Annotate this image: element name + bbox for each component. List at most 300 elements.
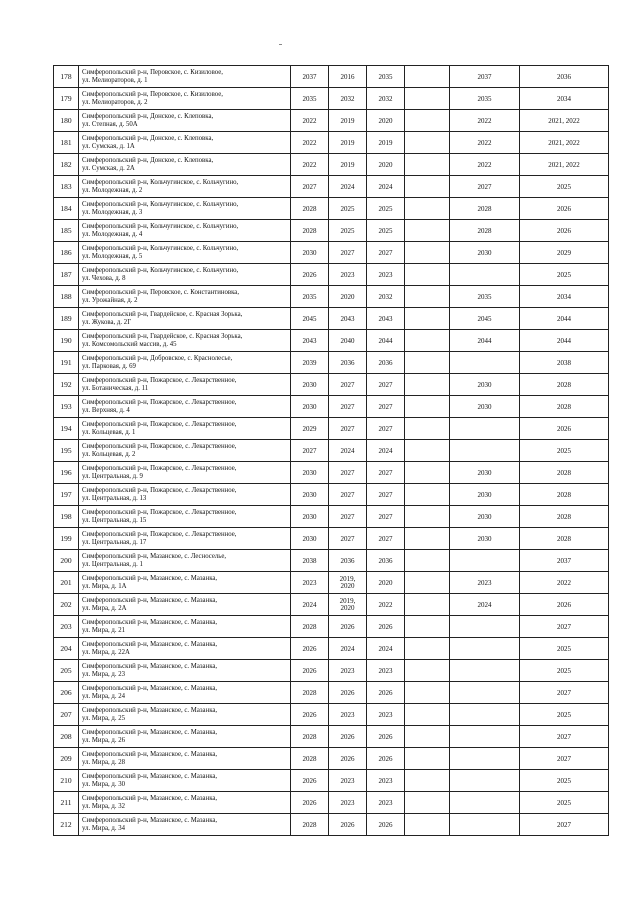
year-cell-c6: 2028	[520, 506, 609, 528]
table-row	[54, 748, 609, 770]
row-number: 194	[54, 418, 79, 440]
row-number: 208	[54, 726, 79, 748]
table-row	[54, 682, 609, 704]
year-cell-c1: 2035	[291, 286, 329, 308]
table-row	[54, 484, 609, 506]
year-cell-c5: 2023	[450, 572, 520, 594]
year-cell-c6: 2021, 2022	[520, 110, 609, 132]
year-cell-c1: 2028	[291, 814, 329, 836]
address-cell	[79, 242, 291, 264]
year-cell-c6: 2037	[520, 550, 609, 572]
year-cell-c1: 2022	[291, 154, 329, 176]
year-cell-c4	[405, 814, 450, 836]
year-cell-c1: 2023	[291, 572, 329, 594]
address-cell	[79, 66, 291, 88]
address-line-2: ул. Мира, д. 26	[82, 736, 126, 744]
year-cell-c1: 2026	[291, 638, 329, 660]
year-cell-c4	[405, 132, 450, 154]
year-cell-c6: 2027	[520, 748, 609, 770]
year-cell-c1: 2030	[291, 484, 329, 506]
year-cell-c1: 2026	[291, 704, 329, 726]
year-cell-c6: 2028	[520, 484, 609, 506]
year-cell-c1: 2026	[291, 770, 329, 792]
address-line-2: ул. Центральная, д. 9	[82, 472, 143, 480]
year-cell-c5: 2022	[450, 132, 520, 154]
address-line-1: Симферопольский р-н, Добровское, с. Краснолесье,	[82, 354, 233, 362]
year-cell-c2: 2027	[329, 484, 367, 506]
year-cell-c5: 2022	[450, 110, 520, 132]
year-cell-c1: 2027	[291, 176, 329, 198]
year-cell-c1: 2037	[291, 66, 329, 88]
address-cell	[79, 330, 291, 352]
year-cell-c4	[405, 286, 450, 308]
year-cell-c6: 2025	[520, 638, 609, 660]
address-line-1: Симферопольский р-н, Кольчугинское, с. Кольчугино,	[82, 178, 239, 186]
address-line-2: ул. Мира, д. 24	[82, 692, 126, 700]
year-cell-c3: 2023	[367, 770, 405, 792]
row-number: 209	[54, 748, 79, 770]
table-row	[54, 132, 609, 154]
year-cell-c3: 2027	[367, 462, 405, 484]
year-cell-c2: 2019, 2020	[329, 594, 367, 616]
table-row	[54, 660, 609, 682]
year-cell-c5: 2044	[450, 330, 520, 352]
year-cell-c1: 2026	[291, 264, 329, 286]
year-cell-c1: 2039	[291, 352, 329, 374]
year-cell-c4	[405, 66, 450, 88]
year-cell-c2: 2023	[329, 770, 367, 792]
year-cell-c6: 2025	[520, 660, 609, 682]
year-cell-c5: 2037	[450, 66, 520, 88]
address-line-2: ул. Мелиораторов, д. 2	[82, 98, 148, 106]
row-number: 199	[54, 528, 79, 550]
address-line-2: ул. Кольцевая, д. 1	[82, 428, 136, 436]
year-cell-c4	[405, 308, 450, 330]
address-line-2: ул. Комсомольский массив, д. 45	[82, 340, 177, 348]
year-cell-c1: 2027	[291, 440, 329, 462]
year-cell-c3: 2022	[367, 594, 405, 616]
year-cell-c6: 2026	[520, 220, 609, 242]
row-number: 181	[54, 132, 79, 154]
year-cell-c2: 2027	[329, 396, 367, 418]
address-line-2: ул. Урожайная, д. 2	[82, 296, 138, 304]
row-number: 180	[54, 110, 79, 132]
table-row	[54, 594, 609, 616]
year-cell-c6: 2038	[520, 352, 609, 374]
address-line-2: ул. Чехова, д. 8	[82, 274, 126, 282]
year-cell-c4	[405, 528, 450, 550]
year-cell-c2: 2025	[329, 198, 367, 220]
year-cell-c3: 2027	[367, 418, 405, 440]
year-cell-c2: 2026	[329, 682, 367, 704]
year-cell-c4	[405, 792, 450, 814]
year-cell-c3: 2027	[367, 242, 405, 264]
year-cell-c4	[405, 176, 450, 198]
year-cell-c1: 2024	[291, 594, 329, 616]
year-cell-c6: 2028	[520, 396, 609, 418]
table-row	[54, 110, 609, 132]
address-line-1: Симферопольский р-н, Мазанское, с. Мазанка,	[82, 684, 218, 692]
year-cell-c3: 2025	[367, 220, 405, 242]
year-cell-c1: 2030	[291, 506, 329, 528]
table-row	[54, 418, 609, 440]
year-cell-c3: 2020	[367, 572, 405, 594]
row-number: 191	[54, 352, 79, 374]
address-line-1: Симферопольский р-н, Гвардейское, с. Красная Зорька,	[82, 310, 243, 318]
address-line-1: Симферопольский р-н, Кольчугинское, с. Кольчугино,	[82, 222, 239, 230]
row-number: 189	[54, 308, 79, 330]
address-line-1: Симферопольский р-н, Донское, с. Клеповка,	[82, 134, 214, 142]
year-cell-c3: 2023	[367, 792, 405, 814]
year-cell-c2: 2026	[329, 748, 367, 770]
table-row	[54, 550, 609, 572]
address-cell	[79, 264, 291, 286]
address-cell	[79, 308, 291, 330]
table-row	[54, 726, 609, 748]
table-row	[54, 638, 609, 660]
year-cell-c5: 2024	[450, 594, 520, 616]
address-cell	[79, 286, 291, 308]
address-cell	[79, 220, 291, 242]
address-cell	[79, 792, 291, 814]
year-cell-c2: 2023	[329, 792, 367, 814]
address-line-2: ул. Мира, д. 21	[82, 626, 126, 634]
year-cell-c2: 2024	[329, 638, 367, 660]
row-number: 198	[54, 506, 79, 528]
address-line-2: ул. Центральная, д. 13	[82, 494, 147, 502]
year-cell-c6: 2025	[520, 176, 609, 198]
year-cell-c4	[405, 220, 450, 242]
table-row	[54, 352, 609, 374]
year-cell-c6: 2025	[520, 770, 609, 792]
address-cell	[79, 704, 291, 726]
row-number: 186	[54, 242, 79, 264]
year-cell-c2: 2027	[329, 462, 367, 484]
year-cell-c5	[450, 814, 520, 836]
year-cell-c5: 2030	[450, 528, 520, 550]
address-line-1: Симферопольский р-н, Мазанское, с. Мазанка,	[82, 706, 218, 714]
row-number: 179	[54, 88, 79, 110]
page-mark	[279, 44, 282, 45]
table-row	[54, 88, 609, 110]
year-cell-c3: 2020	[367, 154, 405, 176]
year-cell-c2: 2023	[329, 264, 367, 286]
year-cell-c4	[405, 374, 450, 396]
table-row	[54, 374, 609, 396]
year-cell-c6: 2027	[520, 682, 609, 704]
year-cell-c2: 2025	[329, 220, 367, 242]
year-cell-c3: 2026	[367, 748, 405, 770]
address-line-1: Симферопольский р-н, Перовское, с. Кизиловое,	[82, 90, 223, 98]
year-cell-c4	[405, 682, 450, 704]
year-cell-c6: 2021, 2022	[520, 154, 609, 176]
address-line-1: Симферопольский р-н, Мазанское, с. Мазанка,	[82, 794, 218, 802]
year-cell-c2: 2027	[329, 506, 367, 528]
address-line-1: Симферопольский р-н, Кольчугинское, с. Кольчугино,	[82, 244, 239, 252]
year-cell-c5: 2035	[450, 88, 520, 110]
year-cell-c4	[405, 726, 450, 748]
year-cell-c6: 2026	[520, 594, 609, 616]
year-cell-c1: 2030	[291, 396, 329, 418]
address-cell	[79, 748, 291, 770]
address-cell	[79, 154, 291, 176]
year-cell-c5	[450, 660, 520, 682]
year-cell-c2: 2019	[329, 132, 367, 154]
row-number: 193	[54, 396, 79, 418]
address-line-2: ул. Молодежная, д. 4	[82, 230, 143, 238]
year-cell-c1: 2045	[291, 308, 329, 330]
address-line-2: ул. Молодежная, д. 3	[82, 208, 143, 216]
row-number: 212	[54, 814, 79, 836]
year-cell-c3: 2044	[367, 330, 405, 352]
address-line-2: ул. Мира, д. 1А	[82, 582, 127, 590]
year-cell-c2: 2019, 2020	[329, 572, 367, 594]
address-cell	[79, 616, 291, 638]
address-cell	[79, 594, 291, 616]
housing-repair-schedule-table	[53, 65, 609, 836]
year-cell-c4	[405, 550, 450, 572]
address-line-1: Симферопольский р-н, Мазанское, с. Лесноселье,	[82, 552, 227, 560]
row-number: 182	[54, 154, 79, 176]
year-cell-c5: 2045	[450, 308, 520, 330]
address-line-1: Симферопольский р-н, Пожарское, с. Лекарственное,	[82, 464, 237, 472]
row-number: 195	[54, 440, 79, 462]
year-cell-c5	[450, 792, 520, 814]
address-cell	[79, 550, 291, 572]
year-cell-c1: 2028	[291, 616, 329, 638]
year-cell-c2: 2027	[329, 418, 367, 440]
table-row	[54, 462, 609, 484]
row-number: 190	[54, 330, 79, 352]
table-row	[54, 198, 609, 220]
year-cell-c4	[405, 748, 450, 770]
table-row	[54, 176, 609, 198]
year-cell-c2: 2027	[329, 374, 367, 396]
year-cell-c5: 2030	[450, 484, 520, 506]
year-cell-c2: 2019	[329, 110, 367, 132]
table-row	[54, 264, 609, 286]
address-line-2: ул. Ботаническая, д. 11	[82, 384, 149, 392]
year-cell-c6: 2026	[520, 418, 609, 440]
row-number: 197	[54, 484, 79, 506]
address-line-1: Симферопольский р-н, Гвардейское, с. Красная Зорька,	[82, 332, 243, 340]
address-line-2: ул. Мира, д. 25	[82, 714, 126, 722]
address-line-2: ул. Верхняя, д. 4	[82, 406, 130, 414]
row-number: 202	[54, 594, 79, 616]
year-cell-c5: 2030	[450, 462, 520, 484]
year-cell-c5: 2030	[450, 396, 520, 418]
address-line-2: ул. Жукова, д. 2Г	[82, 318, 132, 326]
year-cell-c6: 2022	[520, 572, 609, 594]
table-row	[54, 792, 609, 814]
address-line-2: ул. Центральная, д. 1	[82, 560, 143, 568]
address-line-2: ул. Парковая, д. 69	[82, 362, 136, 370]
year-cell-c5: 2030	[450, 506, 520, 528]
year-cell-c3: 2032	[367, 286, 405, 308]
year-cell-c4	[405, 572, 450, 594]
year-cell-c3: 2023	[367, 704, 405, 726]
year-cell-c5	[450, 616, 520, 638]
address-cell	[79, 462, 291, 484]
row-number: 210	[54, 770, 79, 792]
year-cell-c3: 2020	[367, 110, 405, 132]
year-cell-c5	[450, 770, 520, 792]
year-cell-c3: 2025	[367, 198, 405, 220]
address-line-1: Симферопольский р-н, Мазанское, с. Мазанка,	[82, 772, 218, 780]
address-cell	[79, 396, 291, 418]
table-row	[54, 528, 609, 550]
address-line-2: ул. Мелиораторов, д. 1	[82, 76, 148, 84]
year-cell-c6: 2034	[520, 286, 609, 308]
year-cell-c3: 2026	[367, 726, 405, 748]
year-cell-c4	[405, 440, 450, 462]
year-cell-c3: 2027	[367, 374, 405, 396]
address-line-2: ул. Мира, д. 28	[82, 758, 126, 766]
address-cell	[79, 440, 291, 462]
address-line-1: Симферопольский р-н, Мазанское, с. Мазанка,	[82, 728, 218, 736]
year-cell-c4	[405, 484, 450, 506]
address-line-2: ул. Мира, д. 30	[82, 780, 126, 788]
year-cell-c4	[405, 264, 450, 286]
year-cell-c2: 2023	[329, 660, 367, 682]
year-cell-c5: 2028	[450, 198, 520, 220]
address-line-1: Симферопольский р-н, Пожарское, с. Лекарственное,	[82, 420, 237, 428]
year-cell-c2: 2036	[329, 550, 367, 572]
address-line-2: ул. Центральная, д. 17	[82, 538, 147, 546]
address-line-1: Симферопольский р-н, Перовское, с. Кизиловое,	[82, 68, 223, 76]
year-cell-c2: 2040	[329, 330, 367, 352]
year-cell-c5: 2027	[450, 176, 520, 198]
year-cell-c3: 2027	[367, 506, 405, 528]
table-row	[54, 506, 609, 528]
year-cell-c4	[405, 616, 450, 638]
row-number: 206	[54, 682, 79, 704]
address-cell	[79, 132, 291, 154]
table-row	[54, 154, 609, 176]
table-row	[54, 66, 609, 88]
year-cell-c1: 2030	[291, 528, 329, 550]
year-cell-c2: 2020	[329, 286, 367, 308]
address-line-1: Симферопольский р-н, Пожарское, с. Лекарственное,	[82, 486, 237, 494]
year-cell-c1: 2043	[291, 330, 329, 352]
year-cell-c2: 2027	[329, 242, 367, 264]
year-cell-c3: 2026	[367, 814, 405, 836]
table-row	[54, 220, 609, 242]
table-row	[54, 286, 609, 308]
address-line-2: ул. Мира, д. 32	[82, 802, 126, 810]
year-cell-c3: 2023	[367, 264, 405, 286]
year-cell-c5	[450, 264, 520, 286]
address-line-2: ул. Мира, д. 34	[82, 824, 126, 832]
address-line-2: ул. Центральная, д. 15	[82, 516, 147, 524]
year-cell-c2: 2024	[329, 176, 367, 198]
year-cell-c6: 2044	[520, 330, 609, 352]
year-cell-c4	[405, 506, 450, 528]
year-cell-c6: 2027	[520, 616, 609, 638]
year-cell-c1: 2028	[291, 748, 329, 770]
year-cell-c2: 2026	[329, 616, 367, 638]
year-cell-c6: 2044	[520, 308, 609, 330]
year-cell-c6: 2027	[520, 726, 609, 748]
address-cell	[79, 528, 291, 550]
row-number: 196	[54, 462, 79, 484]
address-line-1: Симферопольский р-н, Мазанское, с. Мазанка,	[82, 574, 218, 582]
year-cell-c4	[405, 110, 450, 132]
year-cell-c4	[405, 396, 450, 418]
year-cell-c2: 2036	[329, 352, 367, 374]
address-line-2: ул. Мира, д. 23	[82, 670, 126, 678]
year-cell-c4	[405, 352, 450, 374]
address-line-2: ул. Кольцевая, д. 2	[82, 450, 136, 458]
year-cell-c1: 2022	[291, 110, 329, 132]
year-cell-c1: 2028	[291, 726, 329, 748]
table-row	[54, 814, 609, 836]
address-line-1: Симферопольский р-н, Пожарское, с. Лекарственное,	[82, 508, 237, 516]
table-body	[54, 66, 609, 836]
row-number: 192	[54, 374, 79, 396]
year-cell-c3: 2027	[367, 484, 405, 506]
year-cell-c6: 2025	[520, 440, 609, 462]
year-cell-c1: 2026	[291, 792, 329, 814]
year-cell-c6: 2027	[520, 814, 609, 836]
year-cell-c5	[450, 704, 520, 726]
row-number: 200	[54, 550, 79, 572]
year-cell-c6: 2029	[520, 242, 609, 264]
address-line-1: Симферопольский р-н, Донское, с. Клеповка,	[82, 156, 214, 164]
year-cell-c4	[405, 660, 450, 682]
year-cell-c2: 2026	[329, 814, 367, 836]
year-cell-c3: 2019	[367, 132, 405, 154]
address-cell	[79, 506, 291, 528]
year-cell-c6: 2034	[520, 88, 609, 110]
year-cell-c4	[405, 242, 450, 264]
address-line-2: ул. Степная, д. 50А	[82, 120, 138, 128]
year-cell-c5: 2035	[450, 286, 520, 308]
table-row	[54, 572, 609, 594]
table-row	[54, 396, 609, 418]
year-cell-c2: 2019	[329, 154, 367, 176]
address-cell	[79, 638, 291, 660]
year-cell-c4	[405, 418, 450, 440]
address-cell	[79, 110, 291, 132]
year-cell-c5: 2028	[450, 220, 520, 242]
row-number: 203	[54, 616, 79, 638]
year-cell-c1: 2028	[291, 198, 329, 220]
address-cell	[79, 660, 291, 682]
year-cell-c4	[405, 330, 450, 352]
year-cell-c6: 2025	[520, 704, 609, 726]
address-cell	[79, 176, 291, 198]
year-cell-c3: 2024	[367, 440, 405, 462]
address-line-1: Симферопольский р-н, Мазанское, с. Мазанка,	[82, 816, 218, 824]
year-cell-c4	[405, 198, 450, 220]
year-cell-c5	[450, 682, 520, 704]
year-cell-c2: 2043	[329, 308, 367, 330]
year-cell-c1: 2022	[291, 132, 329, 154]
row-number: 211	[54, 792, 79, 814]
year-cell-c5	[450, 748, 520, 770]
year-cell-c3: 2043	[367, 308, 405, 330]
row-number: 183	[54, 176, 79, 198]
address-cell	[79, 682, 291, 704]
year-cell-c3: 2035	[367, 66, 405, 88]
year-cell-c3: 2026	[367, 616, 405, 638]
year-cell-c2: 2027	[329, 528, 367, 550]
address-cell	[79, 726, 291, 748]
year-cell-c5	[450, 726, 520, 748]
address-line-1: Симферопольский р-н, Кольчугинское, с. Кольчугино,	[82, 200, 239, 208]
row-number: 207	[54, 704, 79, 726]
